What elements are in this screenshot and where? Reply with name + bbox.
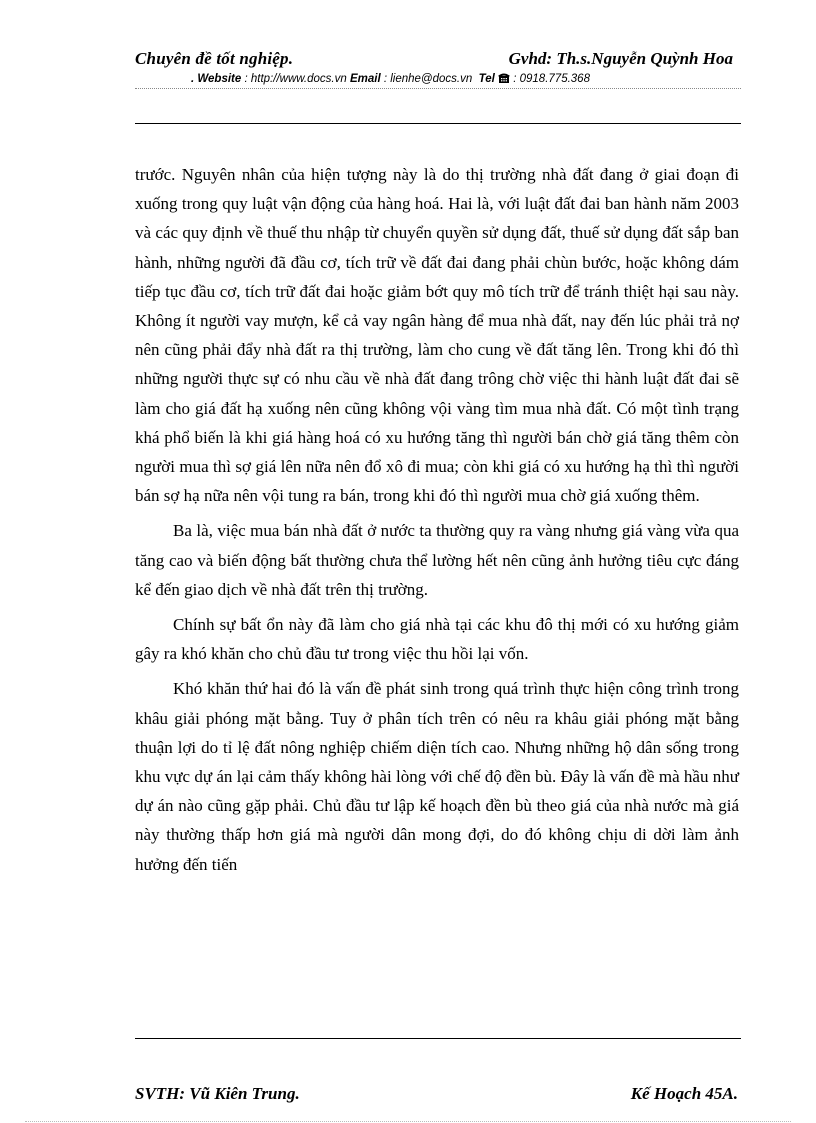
header-divider [135, 123, 741, 124]
tel-label: Tel [478, 73, 495, 85]
header-dotted-divider [135, 88, 741, 89]
class-name: Kế Hoạch 45A. [630, 1084, 738, 1103]
footer-divider [135, 1038, 741, 1039]
phone-icon [498, 73, 513, 85]
student-name: SVTH: Vũ Kiên Trung. [135, 1084, 300, 1103]
website-value[interactable]: : http://www.docs.vn [244, 73, 347, 85]
page-bottom-border [25, 1121, 791, 1122]
page-footer [135, 1084, 738, 1104]
contact-line [135, 71, 741, 87]
paragraph: trước. Nguyên nhân của hiện tượng này là do thị trường nhà đất đang ở giai đoạn đi xuống trong quy luật vận động của hàng hoá. Hai là, với luật đất đai ban hành năm 2003 và các quy định về thuế thu nhập từ chuyển quyền sử dụng đất, thuế sử dụng đất sắp ban hành, những người đã đầu cơ, tích trữ về đất đai đang phải chùn bước, hoặc không dám tiếp tục đầu cơ, tích trữ đất đai hoặc giảm bớt quy mô tích trữ để tránh thiệt hại sau này. Không ít người vay mượn, kể cả vay ngân hàng để mua nhà đất, nay đến lúc phải trả nợ nên cũng phải đẩy nhà đất ra thị trường, làm cho cung về đất tăng lên. Trong khi đó thì những người thực sự có nhu cầu về nhà đất đang trông chờ việc thi hành luật đất đai sẽ làm cho giá đất hạ xuống nên cũng không vội vàng tìm mua nhà đất. Có một tình trạng khá phổ biến là khi giá hàng hoá có xu hướng tăng thì người bán chờ giá tăng thêm còn người mua thì sợ giá lên nữa nên đổ xô đi mua; còn khi giá có xu hướng hạ thì thì người bán sợ hạ nữa nên vội tung ra bán, trong khi đó thì người mua chờ giá xuống thêm. [135, 165, 739, 506]
paragraph: Chính sự bất ổn này đã làm cho giá nhà tại các khu đô thị mới có xu hướng giảm gây ra khó khăn cho chủ đầu tư trong việc thu hồi lại vốn. [135, 615, 739, 664]
email-label: Email [349, 73, 381, 85]
email-value[interactable]: : lienhe@docs.vn [383, 73, 473, 85]
header-title-row [135, 48, 741, 70]
page-header [135, 48, 741, 89]
thesis-title: Chuyên đề tốt nghiệp. [135, 49, 294, 68]
tel-value: : 0918.775.368 [513, 73, 590, 85]
advisor-name: Gvhd: Th.s.Nguyễn Quỳnh Hoa [508, 49, 733, 68]
body-text [135, 160, 739, 879]
paragraph: Khó khăn thứ hai đó là vấn đề phát sinh trong quá trình thực hiện công trình trong khâu giải phóng mặt bằng. Tuy ở phân tích trên có nêu ra khâu giải phóng mặt bằng thuận lợi do tỉ lệ đất nông nghiệp chiếm diện tích cao. Nhưng những hộ dân sống trong khu vực dự án lại cảm thấy không hài lòng với chế độ đền bù. Đây là vấn đề mà hầu như dự án nào cũng gặp phải. Chủ đầu tư lập kế hoạch đền bù theo giá của nhà nước mà giá này thường thấp hơn giá mà người dân mong đợi, do đó không chịu di dời làm ảnh hưởng đến tiến [135, 679, 739, 874]
website-label: . Website [191, 73, 242, 85]
paragraph: Ba là, việc mua bán nhà đất ở nước ta thường quy ra vàng nhưng giá vàng vừa qua tăng cao và biến động bất thường chưa thể lường hết nên cũng ảnh hưởng tiêu cực đáng kể đến giao dịch về nhà đất trên thị trường. [135, 521, 739, 599]
